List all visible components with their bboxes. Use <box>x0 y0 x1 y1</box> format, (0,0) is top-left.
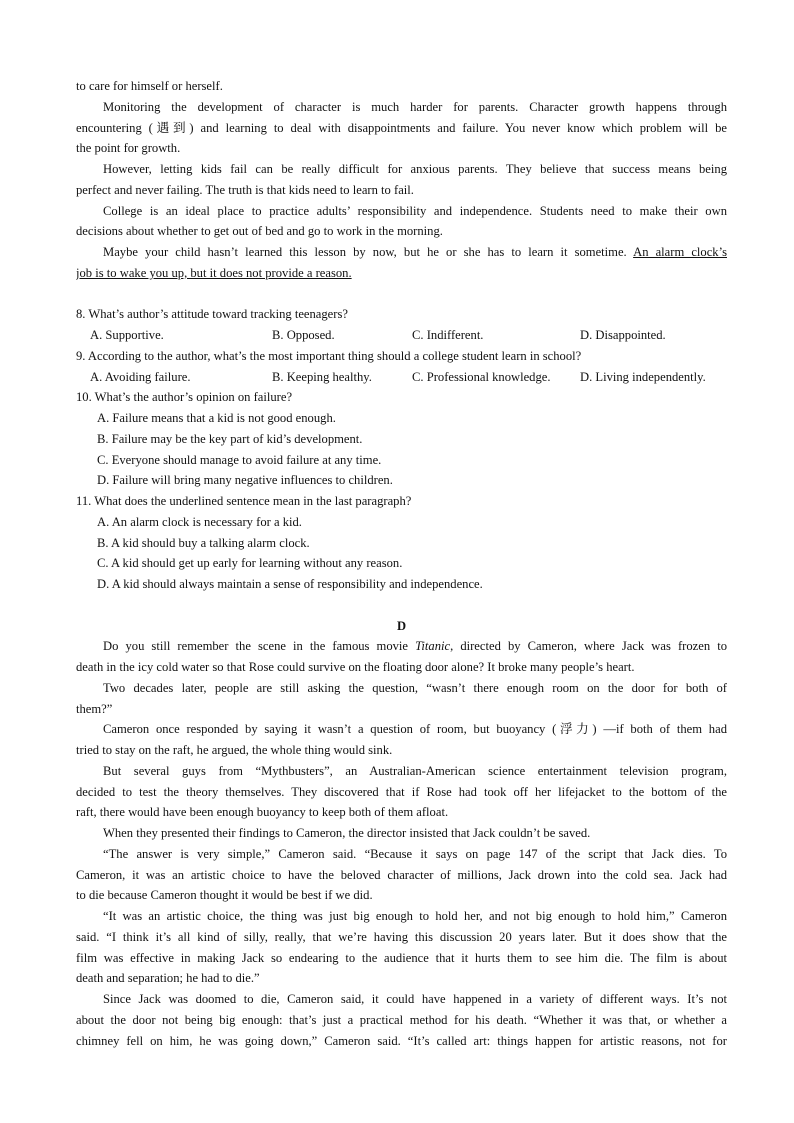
underlined-sentence: An alarm clock’s <box>633 245 727 259</box>
section-heading: D <box>396 618 407 633</box>
text-line <box>76 678 727 699</box>
answer-option: D. Disappointed. <box>580 328 666 342</box>
paragraph <box>76 159 727 201</box>
paragraph <box>76 97 727 159</box>
text-line <box>76 180 727 201</box>
text-segment: Cameron once responded by saying it wasn’t a question of room, but buoyancy (浮力) —if both of them had <box>103 722 727 737</box>
text-segment: them?” <box>76 701 113 716</box>
question-stem: 11. What does the underlined sentence mean in the last paragraph? <box>76 494 412 508</box>
question-stem: 8. What’s author’s attitude toward tracking teenagers? <box>76 307 348 322</box>
question <box>76 491 727 595</box>
text-line <box>76 906 727 927</box>
text-segment: raft, there would have been enough buoyancy to keep both of them afloat. <box>76 805 449 820</box>
text-segment: decided to test the theory themselves. They discovered that if Rose had took off her lifejacket to the bottom of the <box>76 784 727 799</box>
text-segment: perfect and never failing. The truth is that kids need to learn to fail. <box>76 182 414 197</box>
blank-line <box>76 595 727 616</box>
answer-option: B. Keeping healthy. <box>272 369 372 384</box>
answer-option: B. Failure may be the key part of kid’s development. <box>97 431 363 446</box>
text-line <box>76 118 727 139</box>
paragraph <box>76 201 727 243</box>
text-line <box>76 885 727 906</box>
text-line <box>76 76 727 97</box>
question-stem: 10. What’s the author’s opinion on failure? <box>76 390 293 405</box>
text-segment: decisions about whether to get out of bed and go to work in the morning. <box>76 224 443 239</box>
paragraph <box>76 76 727 97</box>
text-line <box>76 699 727 720</box>
text-line <box>76 844 727 865</box>
answer-option: C. Everyone should manage to avoid failure at any time. <box>97 452 382 467</box>
answer-option: B. Opposed. <box>272 328 335 342</box>
text-segment: Since Jack was doomed to die, Cameron said, it could have happened in a variety of different ways. It’s not <box>103 992 727 1006</box>
text-line <box>76 719 727 740</box>
text-line <box>76 201 727 222</box>
text-segment: film was effective in making Jack so endearing to the audience that it hurts them to see him die. The film is about <box>76 950 727 965</box>
text-line <box>76 263 727 284</box>
text-line <box>76 927 727 948</box>
answer-option: A. Avoiding failure. <box>90 369 191 384</box>
text-line <box>76 221 727 242</box>
text-line <box>76 1031 727 1052</box>
document-page <box>76 76 727 1051</box>
question <box>76 346 727 388</box>
text-segment: tried to stay on the raft, he argued, the whole thing would sink. <box>76 743 393 757</box>
text-segment: death and separation; he had to die.” <box>76 971 260 986</box>
answer-option: D. Failure will bring many negative influences to children. <box>97 473 393 488</box>
question-stem: 9. According to the author, what’s the most important thing should a college student learn in school? <box>76 348 582 363</box>
answer-option: A. An alarm clock is necessary for a kid. <box>97 514 302 529</box>
text-segment: When they presented their findings to Cameron, the director insisted that Jack couldn’t be saved. <box>103 826 591 840</box>
text-line <box>76 782 727 803</box>
answer-option: A. Supportive. <box>90 328 164 342</box>
answer-option: D. Living independently. <box>580 369 706 384</box>
text-segment: Two decades later, people are still asking the question, “wasn’t there enough room on the door for both of <box>103 680 727 695</box>
options-row <box>76 325 727 346</box>
question <box>76 387 727 491</box>
text-line <box>76 138 727 159</box>
text-segment: However, letting kids fail can be really difficult for anxious parents. They believe that success means being <box>103 162 727 176</box>
text-segment: encountering (遇到) and learning to deal with disappointments and failure. You never know which problem will be <box>76 120 727 135</box>
paragraph <box>76 678 727 720</box>
text-segment: the point for growth. <box>76 141 181 156</box>
text-segment: But several guys from “Mythbusters”, an Australian-American science entertainment television program, <box>103 763 727 778</box>
paragraph <box>76 636 727 678</box>
answer-option: C. A kid should get up early for learning without any reason. <box>97 556 403 571</box>
text-line <box>76 159 727 180</box>
text-line <box>76 989 727 1010</box>
answer-option: B. A kid should buy a talking alarm clock. <box>97 535 310 550</box>
text-segment: Monitoring the development of character is much harder for parents. Character growth happens through <box>103 99 727 114</box>
text-line <box>76 636 727 657</box>
text-segment: “The answer is very simple,” Cameron said. “Because it says on page 147 of the script that Jack dies. To <box>103 846 727 861</box>
text-line <box>76 761 727 782</box>
blank-line <box>76 284 727 305</box>
text-line <box>76 948 727 969</box>
text-segment: about the door not being big enough: that’s just a practical method for his death. “Whether it was that, or whether a <box>76 1012 727 1027</box>
text-line <box>76 242 727 263</box>
answer-option: D. A kid should always maintain a sense of responsibility and independence. <box>97 577 483 591</box>
text-line <box>76 740 727 761</box>
text-line <box>76 657 727 678</box>
text-segment: to die because Cameron thought it would be best if we did. <box>76 888 373 903</box>
text-segment: Do you still remember the scene in the famous movie <box>103 639 416 654</box>
paragraph <box>76 823 727 844</box>
options-row <box>76 367 727 388</box>
text-line <box>76 823 727 844</box>
question <box>76 304 727 346</box>
paragraph <box>76 844 727 906</box>
text-line <box>76 1010 727 1031</box>
text-segment: “It was an artistic choice, the thing was just big enough to hold her, and not big enough to hold him,” Cameron <box>103 909 727 923</box>
underlined-sentence: job is to wake you up, but it does not provide a reason. <box>76 265 352 280</box>
text-segment: Cameron, it was an artistic choice to have the beloved character of millions, Jack drown into the cold sea. Jack had <box>76 867 727 882</box>
answer-option: C. Professional knowledge. <box>412 369 551 384</box>
paragraph <box>76 989 727 1051</box>
text-segment: Maybe your child hasn’t learned this lesson by now, but he or she has to learn it sometime. <box>103 245 634 259</box>
paragraph <box>76 719 727 761</box>
paragraph <box>76 906 727 989</box>
text-segment: College is an ideal place to practice adults’ responsibility and independence. Students need to make their own <box>103 203 727 218</box>
paragraph <box>76 242 727 284</box>
italic-title: Titanic <box>415 639 451 654</box>
text-line <box>76 968 727 989</box>
text-segment: to care for himself or herself. <box>76 79 223 93</box>
paragraph <box>76 761 727 823</box>
answer-option: C. Indifferent. <box>412 328 484 342</box>
text-line <box>76 865 727 886</box>
text-segment: , directed by Cameron, where Jack was frozen to <box>450 639 727 654</box>
text-segment: death in the icy cold water so that Rose could survive on the floating door alone? It broke many people’s heart. <box>76 660 635 674</box>
text-line <box>76 97 727 118</box>
text-line <box>76 802 727 823</box>
text-segment: chimney fell on him, he was going down,” Cameron said. “It’s called art: things happen for artistic reasons, not for <box>76 1033 727 1048</box>
text-segment: said. “I think it’s all kind of silly, really, that we’re having this discussion 20 years later. But it does show that the <box>76 929 727 944</box>
answer-option: A. Failure means that a kid is not good enough. <box>97 411 336 425</box>
